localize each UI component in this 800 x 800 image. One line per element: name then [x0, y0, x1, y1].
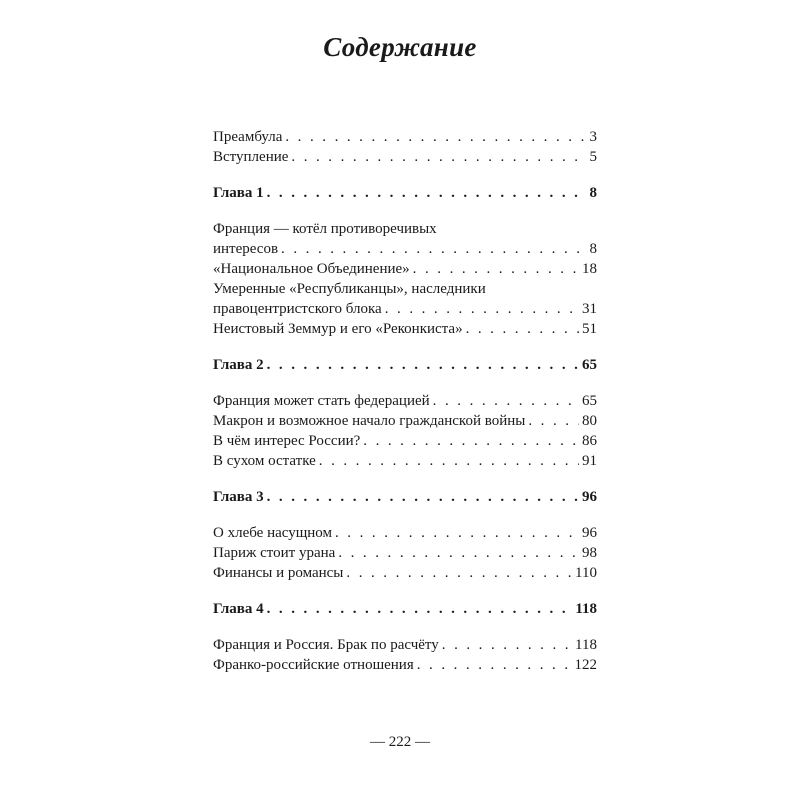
- toc-spacer: [213, 583, 597, 599]
- dot-leader: [528, 411, 579, 431]
- dot-leader: [442, 635, 572, 655]
- table-of-contents: [213, 127, 597, 675]
- toc-entry-page: 8: [589, 185, 597, 201]
- toc-entry-title: Преамбула: [213, 129, 283, 145]
- toc-entry[interactable]: [213, 523, 597, 543]
- dot-leader: [335, 523, 579, 543]
- toc-entry-title: интересов: [213, 241, 279, 257]
- toc-entry[interactable]: [213, 391, 597, 411]
- toc-entry[interactable]: [213, 411, 597, 431]
- toc-spacer: [213, 203, 597, 219]
- toc-entry-title: Макрон и возможное начало гражданской войны: [213, 413, 526, 429]
- toc-entry[interactable]: [213, 431, 597, 451]
- toc-spacer: [213, 167, 597, 183]
- toc-entry-page: 86: [582, 433, 597, 449]
- toc-entry-title-first-line: Умеренные «Республиканцы», наследники: [213, 281, 486, 297]
- toc-entry-page: 96: [582, 489, 597, 505]
- toc-entry[interactable]: [213, 563, 597, 583]
- dot-leader: [267, 487, 579, 507]
- toc-chapter[interactable]: [213, 355, 597, 375]
- toc-entry-page: 122: [574, 657, 597, 673]
- toc-spacer: [213, 471, 597, 487]
- toc-entry-title: правоцентристского блока: [213, 301, 382, 317]
- toc-entry-title: Вступление: [213, 149, 289, 165]
- toc-entry-title: Франко-российские отношения: [213, 657, 414, 673]
- toc-entry-page: 80: [582, 413, 597, 429]
- toc-entry-page: 5: [589, 149, 597, 165]
- toc-entry-page: 51: [582, 321, 597, 337]
- toc-entry-title: Франция и Россия. Брак по расчёту: [213, 637, 439, 653]
- toc-entry-title-first-line: Франция — котёл противоречивых: [213, 221, 437, 237]
- toc-entry-page: 3: [589, 129, 597, 145]
- dot-leader: [433, 391, 579, 411]
- toc-entry-title: Глава 2: [213, 357, 264, 373]
- toc-entry-title: В чём интерес России?: [213, 433, 361, 449]
- toc-entry-page: 110: [575, 565, 597, 581]
- dot-leader: [285, 127, 586, 147]
- dot-leader: [267, 355, 579, 375]
- toc-entry-page: 18: [582, 261, 597, 277]
- toc-entry[interactable]: [213, 543, 597, 563]
- page-number: — 222 —: [370, 734, 430, 750]
- toc-entry[interactable]: [213, 655, 597, 675]
- toc-entry[interactable]: [213, 219, 597, 259]
- toc-chapter[interactable]: [213, 183, 597, 203]
- toc-entry-title: Финансы и романсы: [213, 565, 344, 581]
- toc-entry-title: Глава 1: [213, 185, 264, 201]
- toc-entry[interactable]: [213, 127, 597, 147]
- toc-spacer: [213, 339, 597, 355]
- toc-entry[interactable]: [213, 259, 597, 279]
- toc-entry-title: Глава 4: [213, 601, 264, 617]
- dot-leader: [417, 655, 572, 675]
- toc-entry-page: 65: [582, 393, 597, 409]
- toc-entry[interactable]: [213, 147, 597, 167]
- dot-leader: [363, 431, 579, 451]
- toc-entry-title: Франция может стать федерацией: [213, 393, 430, 409]
- toc-entry-title: Глава 3: [213, 489, 264, 505]
- toc-entry-title: В сухом остатке: [213, 453, 316, 469]
- toc-entry-page: 118: [575, 637, 597, 653]
- toc-chapter[interactable]: [213, 487, 597, 507]
- toc-entry-page: 118: [575, 601, 597, 617]
- dot-leader: [338, 543, 579, 563]
- toc-entry[interactable]: [213, 635, 597, 655]
- toc-entry-page: 96: [582, 525, 597, 541]
- toc-entry[interactable]: [213, 319, 597, 339]
- toc-entry-page: 98: [582, 545, 597, 561]
- toc-spacer: [213, 507, 597, 523]
- toc-chapter[interactable]: [213, 599, 597, 619]
- toc-entry-title: Париж стоит урана: [213, 545, 336, 561]
- toc-entry-page: 91: [582, 453, 597, 469]
- toc-entry-page: 8: [589, 241, 597, 257]
- toc-spacer: [213, 375, 597, 391]
- toc-spacer: [213, 619, 597, 635]
- toc-entry[interactable]: [213, 451, 597, 471]
- dot-leader: [466, 319, 579, 339]
- toc-entry-page: 31: [582, 301, 597, 317]
- toc-entry[interactable]: [213, 279, 597, 319]
- dot-leader: [267, 599, 573, 619]
- dot-leader: [281, 239, 586, 259]
- dot-leader: [267, 183, 587, 203]
- toc-entry-title: О хлебе насущном: [213, 525, 332, 541]
- dot-leader: [385, 299, 579, 319]
- toc-entry-title: Неистовый Земмур и его «Реконкиста»: [213, 321, 463, 337]
- dot-leader: [413, 259, 579, 279]
- toc-entry-page: 65: [582, 357, 597, 373]
- page-title: Содержание: [323, 32, 477, 62]
- dot-leader: [319, 451, 579, 471]
- toc-entry-title: «Национальное Объединение»: [213, 261, 410, 277]
- dot-leader: [291, 147, 586, 167]
- dot-leader: [346, 563, 572, 583]
